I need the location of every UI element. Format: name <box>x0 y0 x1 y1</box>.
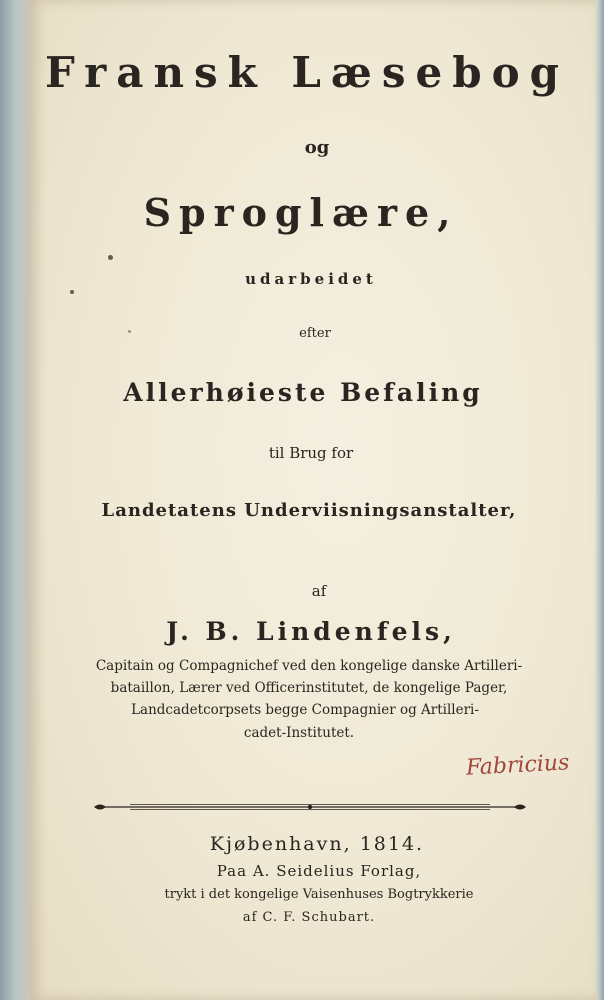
order-text: Allerhøieste Befaling <box>123 378 483 407</box>
author-description-line: Landcadetcorpsets begge Compagnier og Artilleri- <box>131 702 479 718</box>
ornamental-rule <box>90 800 530 814</box>
after-text: efter <box>299 326 331 341</box>
prepared-text: udarbeidet <box>245 270 377 288</box>
printed-at-text: trykt i det kongelige Vaisenhuses Bogtrykkerie <box>164 887 474 902</box>
owner-signature: Fabricius <box>465 750 570 781</box>
ink-spot <box>70 290 74 294</box>
author-name: J. B. Lindenfels, <box>166 617 456 646</box>
title-conjunction: og <box>304 137 330 158</box>
title-page <box>30 0 596 1000</box>
author-description-line: cadet-Institutet. <box>243 725 355 741</box>
by-text: af <box>311 582 327 600</box>
author-description-line: bataillon, Lærer ved Officerinstitutet, de kongelige Pager, <box>110 680 508 696</box>
second-title: Sproglære, <box>143 190 459 235</box>
publisher-text: Paa A. Seidelius Forlag, <box>216 862 422 880</box>
ink-spot <box>108 255 113 260</box>
institutions-text: Landetatens Underviisningsanstalter, <box>101 500 517 521</box>
for-use-text: til Brug for <box>268 444 354 462</box>
printer-name: af C. F. Schubart. <box>242 910 376 925</box>
place-year: Kjøbenhavn, 1814. <box>209 833 425 855</box>
author-description-line: Capitain og Compagnichef ved den kongelige danske Artilleri- <box>95 658 523 674</box>
main-title: Fransk Læsebog <box>45 48 569 97</box>
